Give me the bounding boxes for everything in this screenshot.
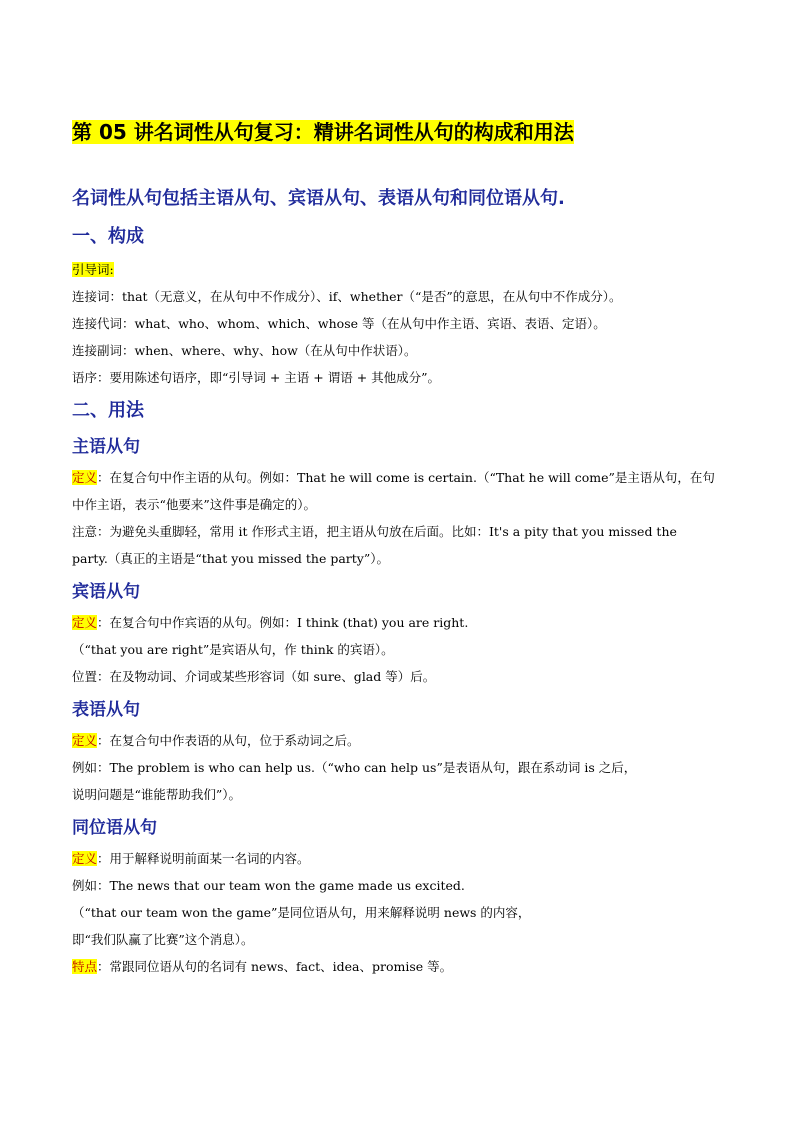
subheading-appositive-clause: 同位语从句 [72,818,157,838]
appositive-definition: 定义：用于解释说明前面某一名词的内容。 [72,851,310,866]
intro-statement: 名词性从句包括主语从句、宾语从句、表语从句和同位语从句. [72,188,565,209]
appositive-example-cont1: （“that our team won the game”是同位语从句，用来解释说明 news 的内容， [72,905,531,920]
subject-definition: 定义：在复合句中作主语的从句。例如：That he will come is certain.（“That he will come”是主语从句，在句 [72,470,715,485]
page-title: 第 05 讲名词性从句复习：精讲名词性从句的构成和用法 [72,120,574,144]
object-definition: 定义：在复合句中作宾语的从句。例如：I think (that) you are right. [72,615,469,630]
appositive-example-cont2: 即“我们队赢了比赛”这个消息）。 [72,932,254,947]
section-heading-structure: 一、构成 [72,226,144,247]
subheading-subject-clause: 主语从句 [72,437,140,457]
subheading-predicative-clause: 表语从句 [72,700,140,720]
guide-word-label: 引导词: [72,262,114,277]
subject-definition-cont: 中作主语，表示“他要来”这件事是确定的）。 [72,497,317,512]
definition-label: 定义 [72,851,98,866]
predicative-example-cont: 说明问题是“谁能帮助我们”）。 [72,787,242,802]
subject-note-cont: party.（真正的主语是“that you missed the party”）。 [72,551,390,566]
conjunction-line: 连接词：that（无意义，在从句中不作成分）、if、whether（“是否”的意思，在从句中不作成分）。 [72,289,622,304]
predicative-example: 例如：The problem is who can help us.（“who can help us”是表语从句，跟在系动词 is 之后， [72,760,637,775]
definition-label: 定义 [72,615,98,630]
predicative-definition: 定义：在复合句中作表语的从句，位于系动词之后。 [72,733,360,748]
section-heading-usage: 二、用法 [72,400,144,421]
appositive-feature: 特点：常跟同位语从句的名词有 news、fact、idea、promise 等。 [72,959,453,974]
definition-label: 定义 [72,733,98,748]
subject-note: 注意：为避免头重脚轻，常用 it 作形式主语，把主语从句放在后面。比如：It's a pity that you missed the [72,524,677,539]
feature-label: 特点 [72,959,98,974]
conjunctive-adverb-line: 连接副词：when、where、why、how（在从句中作状语）。 [72,343,417,358]
subheading-object-clause: 宾语从句 [72,582,140,602]
word-order-line: 语序：要用陈述句语序，即“引导词 + 主语 + 谓语 + 其他成分”。 [72,370,441,385]
object-definition-cont: （“that you are right”是宾语从句，作 think 的宾语）。 [72,642,394,657]
appositive-example: 例如：The news that our team won the game made us excited. [72,878,465,893]
object-position: 位置：在及物动词、介词或某些形容词（如 sure、glad 等）后。 [72,669,436,684]
definition-label: 定义 [72,470,98,485]
conjunctive-pronoun-line: 连接代词：what、who、whom、which、whose 等（在从句中作主语、宾语、表语、定语）。 [72,316,606,331]
